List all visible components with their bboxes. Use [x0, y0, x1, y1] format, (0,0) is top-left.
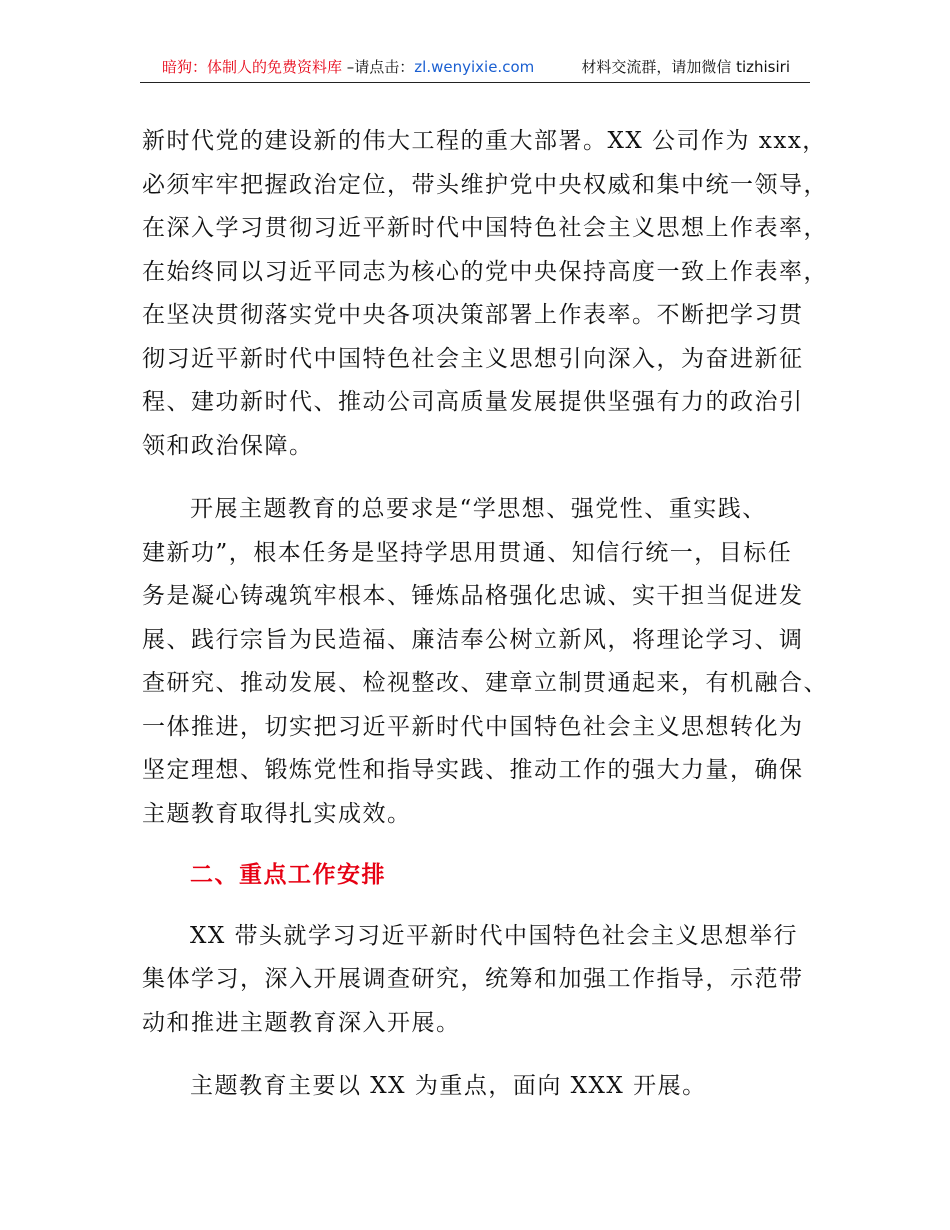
- text-line: 主题教育取得扎实成效。: [142, 800, 412, 827]
- document-body: [142, 120, 832, 1109]
- text-line: 主题教育主要以 XX 为重点，面向 XXX 开展。: [190, 1073, 707, 1099]
- text-line: 查研究、推动发展、检视整改、建章立制贯通起来，有机融合、: [142, 670, 828, 696]
- text-line: 在深入学习贯彻习近平新时代中国特色社会主义思想上作表率，: [142, 215, 828, 241]
- header-contact: 材料交流群，请加微信 tizhisiri: [581, 58, 790, 76]
- text-line: 动和推进主题教育深入开展。: [142, 1009, 461, 1036]
- text-line: 坚定理想、锻炼党性和指导实践、推动工作的强大力量，确保: [142, 757, 804, 783]
- header-click-prompt: –请点击：: [342, 58, 415, 76]
- text-line: 在始终同以习近平同志为核心的党中央保持高度一致上作表率，: [142, 258, 828, 285]
- page-header: [140, 56, 810, 83]
- text-line: 必须牢牢把握政治定位，带头维护党中央权威和集中统一领导，: [142, 171, 828, 198]
- text-line: 程、建功新时代、推动公司高质量发展提供坚强有力的政治引: [142, 389, 804, 415]
- text-line: 务是凝心铸魂筑牢根本、锤炼品格强化忠诚、实干担当促进发: [142, 583, 804, 609]
- text-line: 集体学习，深入开展调查研究，统筹和加强工作指导，示范带: [142, 966, 804, 992]
- text-line: 展、践行宗旨为民造福、廉洁奉公树立新风，将理论学习、调: [142, 626, 804, 653]
- text-line: 彻习近平新时代中国特色社会主义思想引向深入，为奋进新征: [142, 345, 804, 372]
- section-heading: 二、重点工作安排: [190, 862, 386, 888]
- header-url-link[interactable]: zl.wenyixie.com: [414, 58, 535, 76]
- text-line: 一体推进，切实把习近平新时代中国特色社会主义思想转化为: [142, 713, 804, 740]
- header-brand: 暗狗：体制人的免费资料库: [162, 58, 343, 76]
- paragraph-2: [142, 488, 832, 836]
- text-line: 领和政治保障。: [142, 432, 314, 459]
- paragraph-1: [142, 120, 832, 468]
- text-line: 在坚决贯彻落实党中央各项决策部署上作表率。不断把学习贯: [142, 302, 804, 328]
- text-line: 开展主题教育的总要求是“学思想、强党性、重实践、: [190, 496, 767, 522]
- header-brand-group: [162, 56, 534, 78]
- text-line: 新时代党的建设新的伟大工程的重大部署。XX 公司作为 xxx，: [142, 128, 827, 154]
- text-line: XX 带头就学习习近平新时代中国特色社会主义思想举行: [190, 922, 799, 949]
- paragraph-3: [142, 915, 832, 1046]
- text-line: 建新功”，根本任务是坚持学思用贯通、知信行统一，目标任: [142, 539, 793, 566]
- paragraph-4: [142, 1065, 832, 1109]
